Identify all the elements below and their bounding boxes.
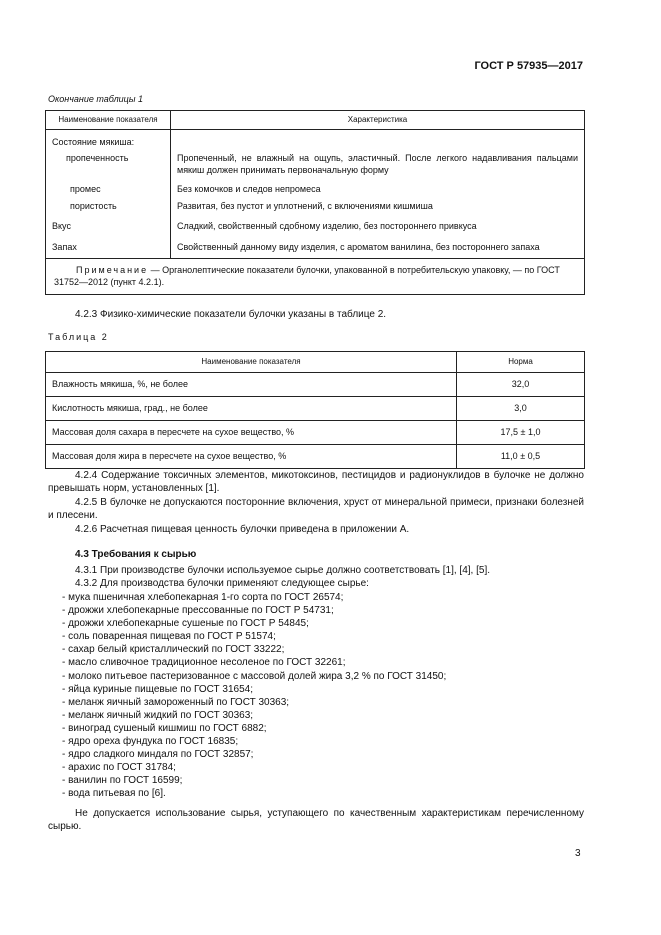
row-name: Вкус bbox=[46, 214, 171, 234]
row-value: Свойственный данному виду изделия, с ароматом ванилина, без постороннего запаха bbox=[171, 234, 585, 259]
list-item: - мука пшеничная хлебопекарная 1-го сорта по ГОСТ 26574; bbox=[62, 592, 344, 603]
list-item: - меланж яичный замороженный по ГОСТ 30363; bbox=[62, 696, 290, 708]
table2-caption: Таблица 2 bbox=[48, 332, 109, 342]
row-name: Массовая доля жира в пересчете на сухое вещество, % bbox=[46, 445, 457, 469]
list-item: - виноград сушеный кишмиш по ГОСТ 6882; bbox=[62, 722, 267, 734]
table-row bbox=[46, 150, 585, 178]
row-value: Сладкий, свойственный сдобному изделию, без постороннего привкуса bbox=[171, 214, 585, 234]
table-row bbox=[46, 130, 585, 151]
para-4-2-3: 4.2.3 Физико-химические показатели булочки указаны в таблице 2. bbox=[75, 309, 387, 320]
para-4-2-4: 4.2.4 Содержание токсичных элементов, микотоксинов, пестицидов и радионуклидов в булочке не должно превышать норм, установленных [1]. bbox=[48, 470, 584, 494]
list-item: - дрожжи хлебопекарные сушеные по ГОСТ Р 54845; bbox=[62, 618, 309, 630]
table2-col-name: Наименование показателя bbox=[46, 352, 457, 373]
table2 bbox=[45, 351, 585, 469]
table1 bbox=[45, 110, 585, 295]
table1-note bbox=[46, 259, 585, 295]
list-item: - ядро сладкого миндаля по ГОСТ 32857; bbox=[62, 749, 254, 761]
table2-header-row bbox=[46, 352, 585, 373]
para-4-2-5: 4.2.5 В булочке не допускаются посторонние включения, хруст от минеральной примеси, признаки болезней и плесени. bbox=[48, 497, 584, 521]
note-text: — Органолептические показатели булочки, упакованной в потребительскую упаковку, — по ГОСТ 31752—2012 (пункт 4.2.1). bbox=[54, 265, 560, 287]
row-value: Без комочков и следов непромеса bbox=[171, 178, 585, 197]
table2-col-norm: Норма bbox=[457, 352, 585, 373]
row-value: 3,0 bbox=[457, 397, 585, 421]
row-name: Состояние мякиша: bbox=[46, 130, 171, 151]
row-value: 17,5 ± 1,0 bbox=[457, 421, 585, 445]
table-row bbox=[46, 234, 585, 259]
table-row bbox=[46, 214, 585, 234]
para-4-2-6: 4.2.6 Расчетная пищевая ценность булочки приведена в приложении А. bbox=[75, 524, 410, 535]
table-row bbox=[46, 421, 585, 445]
list-item: - сахар белый кристаллический по ГОСТ 33222; bbox=[62, 644, 285, 656]
list-item: - ядро ореха фундука по ГОСТ 16835; bbox=[62, 736, 239, 748]
table1-col-name: Наименование показателя bbox=[46, 111, 171, 130]
table1-col-characteristic: Характеристика bbox=[171, 111, 585, 130]
section-heading: 4.3 Требования к сырью bbox=[75, 549, 197, 560]
table1-caption: Окончание таблицы 1 bbox=[48, 94, 143, 104]
note-label: Примечание bbox=[76, 265, 149, 275]
row-value: Пропеченный, не влажный на ощупь, эластичный. После легкого надавливания пальцами мякиш должен принимать первоначальную форму bbox=[171, 150, 585, 178]
row-name: Влажность мякиша, %, не более bbox=[46, 373, 457, 397]
row-name: Массовая доля сахара в пересчете на сухое вещество, % bbox=[46, 421, 457, 445]
row-value: 32,0 bbox=[457, 373, 585, 397]
row-name: пористость bbox=[46, 197, 171, 214]
table-row bbox=[46, 197, 585, 214]
row-value: Развитая, без пустот и уплотнений, с включениями кишмиша bbox=[171, 197, 585, 214]
list-item: - дрожжи хлебопекарные прессованные по ГОСТ Р 54731; bbox=[62, 605, 334, 617]
list-item: - вода питьевая по [6]. bbox=[62, 788, 166, 800]
table-row bbox=[46, 373, 585, 397]
table1-note-row bbox=[46, 259, 585, 295]
list-item: - меланж яичный жидкий по ГОСТ 30363; bbox=[62, 709, 254, 721]
table-row bbox=[46, 445, 585, 469]
table1-header-row bbox=[46, 111, 585, 130]
para-final: Не допускается использование сырья, уступающего по качественным характеристикам перечисленному сырью. bbox=[48, 808, 584, 832]
list-item: - ванилин по ГОСТ 16599; bbox=[62, 775, 183, 787]
para-4-3-2: 4.3.2 Для производства булочки применяют следующее сырье: bbox=[75, 578, 369, 589]
list-item: - арахис по ГОСТ 31784; bbox=[62, 762, 176, 774]
row-name: Кислотность мякиша, град., не более bbox=[46, 397, 457, 421]
list-item: - яйца куриные пищевые по ГОСТ 31654; bbox=[62, 683, 254, 695]
row-value bbox=[171, 130, 585, 151]
document-header: ГОСТ Р 57935—2017 bbox=[474, 60, 583, 72]
raw-materials-list bbox=[62, 591, 446, 801]
row-value: 11,0 ± 0,5 bbox=[457, 445, 585, 469]
row-name: пропеченность bbox=[46, 150, 171, 178]
row-name: Запах bbox=[46, 234, 171, 259]
list-item: - масло сливочное традиционное несоленое по ГОСТ 32261; bbox=[62, 657, 346, 669]
list-item: - соль поваренная пищевая по ГОСТ Р 51574; bbox=[62, 631, 276, 643]
table-row bbox=[46, 397, 585, 421]
table-row bbox=[46, 178, 585, 197]
para-4-3-1: 4.3.1 При производстве булочки используемое сырье должно соответствовать [1], [4], [5]. bbox=[75, 565, 491, 576]
list-item: - молоко питьевое пастеризованное с массовой долей жира 3,2 % по ГОСТ 31450; bbox=[62, 670, 447, 682]
row-name: промес bbox=[46, 178, 171, 197]
page-number: 3 bbox=[575, 848, 581, 859]
